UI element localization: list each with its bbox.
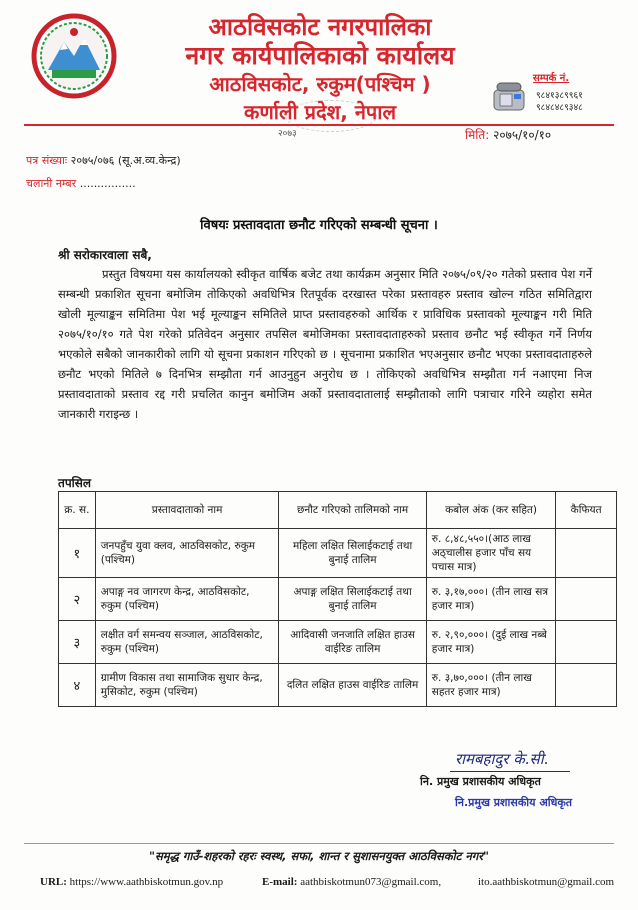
table-header-row [59,492,617,529]
remarks-cell [556,621,617,664]
office-name: नगर कार्यपालिकाको कार्यालय [185,41,455,70]
officer-title: नि. प्रमुख प्रशासकीय अधिकृत [420,775,541,788]
bid-cell: रु. ३,७०,०००। (तीन लाख सहतर हजार मात्र) [426,664,556,707]
established-year: २०७३ [278,129,297,139]
letter-number-value: २०७५/०७६ (सू.अ.व्य.केन्द्र) [70,154,181,167]
column-header: कैफियत [556,492,617,529]
telephone-icon [492,80,526,112]
training-cell: महिला लक्षित सिलाईकटाई तथा बुनाई तालिम [279,529,426,578]
contact-number: ९८४१३८९९६१ [536,91,583,101]
officer-stamp: नि.प्रमुख प्रशासकीय अधिकृत [455,796,573,809]
salutation: श्री सरोकारवाला सबै, [58,248,152,262]
date-value: २०७५/१०/१० [493,128,552,142]
office-address: आठविसकोट, रुकुम(पश्चिम ) [209,72,431,96]
letter-date [465,126,551,143]
municipality-motto: "समृद्ध गाउँ-शहरको रहरः स्वस्थ, सफा, शान्त र सुशासनयुक्त आठविसकोट नगर" [149,849,489,863]
column-header: कबोल अंक (कर सहित) [426,492,556,529]
contact-label: सम्पर्क नं. [533,73,570,84]
serial-cell: ३ [59,621,96,664]
dispatch-number [26,176,136,191]
letter-number-label: पत्र संख्याः [26,154,68,167]
schedule-label: तपसिल [58,476,92,490]
remarks-cell [556,578,617,621]
dispatch-value: ................ [79,177,136,190]
province-country: कर्णाली प्रदेश, नेपाल [243,100,397,124]
municipality-logo-icon [30,12,118,100]
dispatch-label: चलानी नम्बर [26,177,77,190]
signature-line [450,771,570,772]
table-row [59,664,617,707]
remarks-cell [556,664,617,707]
remarks-cell [556,529,617,578]
table-row [59,621,617,664]
signature: रामबहादुर के.सी. [455,750,549,768]
proposer-cell: लक्षीत वर्ग समन्वय सञ्जाल, आठविसकोट, रुकुम (पश्चिम) [95,621,279,664]
bid-cell: रु. २,९०,०००। (दुई लाख नब्बे हजार मात्र) [426,621,556,664]
serial-cell: ४ [59,664,96,707]
office-seal-stamp [285,100,377,132]
column-header: छनौट गरिएको तालिमको नाम [279,492,426,529]
table-row [59,529,617,578]
proposer-cell: जनपहुँच युवा क्लव, आठविसकोट, रुकुम (पश्चिम) [95,529,279,578]
letter-number [26,153,181,168]
selected-proposers-table [58,491,617,707]
training-cell: अपाङ्ग लक्षित सिलाईकटाई तथा बुनाई तालिम [279,578,426,621]
email-label: E-mail: [262,876,298,888]
bid-cell: रु. ८,४८,५५०।(आठ लाख अठ्चालीस हजार पाँच सय पचास मात्र) [426,529,556,578]
notice-subject: विषयः प्रस्तावदाता छनौट गरिएको सम्बन्धी सूचना । [200,218,438,233]
serial-cell: २ [59,578,96,621]
footer-url [40,876,223,888]
table-row [59,578,617,621]
website-link[interactable]: https://www.aathbiskotmun.gov.np [69,876,224,888]
footer-divider [24,843,614,844]
column-header: क्र. स. [59,492,96,529]
municipality-name: आठविसकोट नगरपालिका [208,13,432,41]
footer-email [262,876,441,888]
footer-email-secondary [478,876,614,888]
bid-cell: रु. ३,१७,०००। (तीन लाख सत्र हजार मात्र) [426,578,556,621]
training-cell: आदिवासी जनजाति लक्षित हाउस वाईरिङ तालिम [279,621,426,664]
column-header: प्रस्तावदाताको नाम [95,492,279,529]
serial-cell: १ [59,529,96,578]
training-cell: दलित लक्षित हाउस वाईरिङ तालिम [279,664,426,707]
contact-number: ९८४८४८९३४८ [536,103,583,113]
email-link[interactable]: aathbiskotmun073@gmail.com, [300,876,442,888]
email-link[interactable]: ito.aathbiskotmun@gmail.com [478,876,615,888]
date-label: मिति: [465,128,490,142]
proposer-cell: अपाङ्ग नव जागरण केन्द्र, आठविसकोट, रुकुम (पश्चिम) [95,578,279,621]
notice-body: प्रस्तुत विषयमा यस कार्यालयको स्वीकृत वार्षिक बजेट तथा कार्यक्रम अनुसार मिति २०७५/०९/२० गतेको प्रस्ताव पेश गर्ने सम्बन्धी प्रकाशित सूचना बमोजिम तोकिएको अवधिभित्र रितपूर्वक दरखास्त परेका प्रस्तावहरु प्रस्ताव खोल्न गठित समितिद्वारा खोली मूल्याङ्कन समितिमा पेश भई मूल्याङ्कन समितिले प्राप्त प्रस्तावहरुको आर्थिक र प्राविधिक प्रस्तावको मूल्याङ्कन गरी मिति २०७५/१०/१० गते पेश गरेको प्रतिवेदन अनुसार तपसिल बमोजिमका प्रस्तावदाताहरुको प्रस्ताव छनौट भई स्वीकृत गर्ने निर्णय भएकोले सबैको जानकारीको लागि यो सूचना प्रकाशन गरिएको छ । सूचनामा प्रकाशित भएअनुसार छनौट भएका प्रस्तावदाताहरुले छनौट भएको मितिले ७ दिनभित्र सम्झौता गर्न आउनुहुन अनुरोध छ । तोकिएको अवधिभित्र सम्झौता गर्न नआएमा निज प्रस्तावदाताको प्रस्ताव रद्द गरी प्रचलित कानुन बमोजिम अर्को प्रस्तावदातालाई सम्झौताको लागि पत्राचार गरिने व्यहोरा समेत जानकारी गराइन्छ । [58,267,592,421]
url-label: URL: [40,876,67,888]
proposer-cell: ग्रामीण विकास तथा सामाजिक सुधार केन्द्र, मुसिकोट, रुकुम (पश्चिम) [95,664,279,707]
